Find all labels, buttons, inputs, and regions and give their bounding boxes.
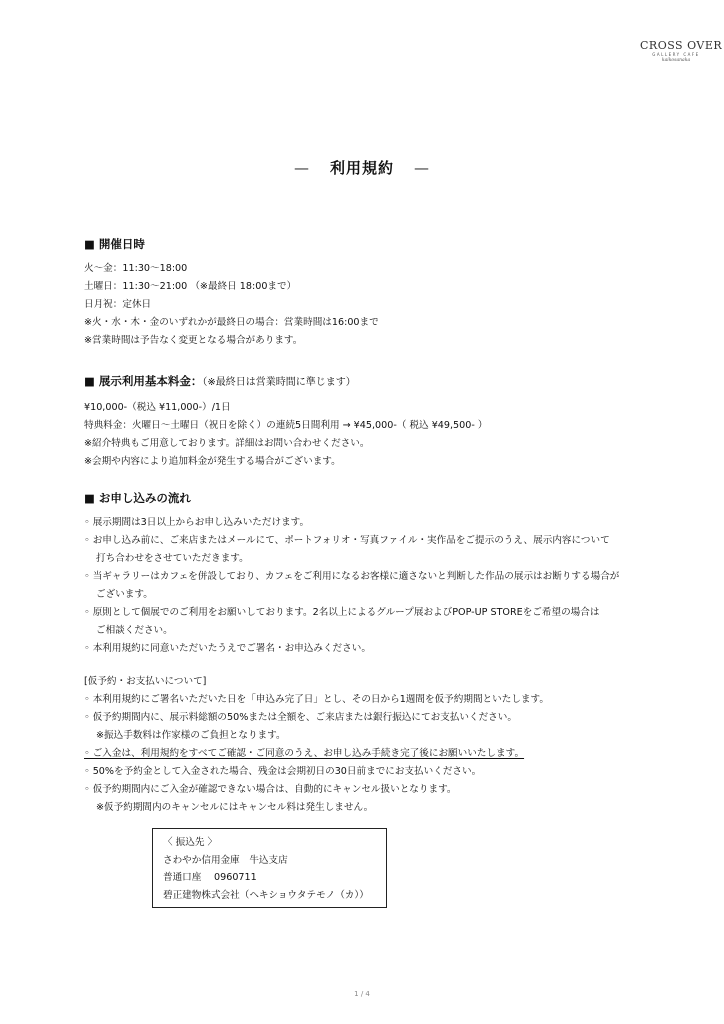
fee-line: ※紹介特典もご用意しております。詳細はお問い合わせください。 xyxy=(84,438,370,449)
payment-line: ◦ 仮予約期間内に、展示料総額の50%または全額を、ご来店または銀行振込にてお支払いください。 xyxy=(84,712,517,723)
flow-line: ございます。 xyxy=(96,589,153,600)
logo-wordmark: CROSS OVER xyxy=(640,39,723,52)
title-dash-right: — xyxy=(414,159,430,177)
section-heading: ■ お申し込みの流れ xyxy=(84,491,191,505)
schedule-line: 土曜日：11:30〜21:00 （※最終日 18:00まで） xyxy=(84,281,297,292)
page-title xyxy=(0,157,724,178)
schedule-line: ※営業時間は予告なく変更となる場合があります。 xyxy=(84,335,303,346)
bank-account-holder: 碧正建物株式会社（ヘキショウタテモノ（カ）） xyxy=(163,889,369,901)
flow-line: ご相談ください。 xyxy=(96,625,173,636)
logo-subtitle: GALLERY CAFE xyxy=(652,52,700,57)
flow-line: 打ち合わせをさせていただきます。 xyxy=(96,553,249,564)
logo xyxy=(640,39,723,64)
title-dash-left: — xyxy=(293,159,310,177)
payment-note: ※仮予約期間内のキャンセルにはキャンセル料は発生しません。 xyxy=(96,802,374,813)
fee-line: 特典料金：火曜日〜土曜日（祝日を除く）の連続5日間利用 → ¥45,000-（ 税込 ¥49,500- ） xyxy=(84,420,488,431)
payment-line: ◦ 本利用規約にご署名いただいた日を「申込み完了日」とし、その日から1週間を仮予約期間といたします。 xyxy=(84,694,549,705)
section-subheading: [仮予約・お支払いについて] xyxy=(84,676,207,687)
flow-line: ◦ 本利用規約に同意いただいたうえでご署名・お申込みください。 xyxy=(84,643,371,654)
payment-line: ◦ 仮予約期間内にご入金が確認できない場合は、自動的にキャンセル扱いとなります。 xyxy=(84,784,457,795)
flow-line: ◦ 展示期間は3日以上からお申し込みいただけます。 xyxy=(84,517,310,528)
section-heading: ■ 開催日時 xyxy=(84,237,145,251)
bank-name: さわやか信用金庫 牛込支店 xyxy=(163,854,288,866)
flow-line: ◦ 原則として個展でのご利用をお願いしております。2名以上によるグループ展およびPOP-UP STOREをご希望の場合は xyxy=(84,607,600,618)
flow-line: ◦ お申し込み前に、ご来店またはメールにて、ポートフォリオ・写真ファイル・実作品をご提示のうえ、展示内容について xyxy=(84,535,610,546)
logo-script: kaikosanaka xyxy=(661,58,691,63)
flow-line: ◦ 当ギャラリーはカフェを併設しており、カフェをご利用になるお客様に適さないと判断した作品の展示はお断りする場合が xyxy=(84,571,620,582)
section-fees xyxy=(84,373,644,471)
bank-account: 普通口座 0960711 xyxy=(163,872,257,883)
section-reservation-payment xyxy=(84,673,644,817)
fees-heading-note: （※最終日は営業時間に準じます） xyxy=(202,377,356,388)
fee-line: ※会期や内容により追加料金が発生する場合がございます。 xyxy=(84,456,341,467)
payment-line-emphasis: ◦ ご入金は、利用規約をすべてご確認・ご同意のうえ、お申し込み手続き完了後にお願いいたします。 xyxy=(84,748,525,759)
fee-line: ¥10,000-（税込 ¥11,000-）/1日 xyxy=(84,402,231,413)
bank-transfer-box xyxy=(152,828,387,908)
fees-heading-text: ■ 展示利用基本料金： xyxy=(84,374,203,388)
bank-heading: 〈 振込先 〉 xyxy=(163,837,218,848)
section-application-flow xyxy=(84,490,644,658)
section-schedule xyxy=(84,236,644,350)
schedule-line: 日月祝：定休日 xyxy=(84,299,152,310)
section-heading xyxy=(84,373,644,391)
page-number: 1 / 4 xyxy=(354,990,370,998)
schedule-line: ※火・水・木・金のいずれかが最終日の場合：営業時間は16:00まで xyxy=(84,317,379,328)
schedule-line: 火〜金：11:30〜18:00 xyxy=(84,263,188,274)
title-text: 利用規約 xyxy=(329,159,394,177)
payment-line: ◦ 50%を予約金として入金された場合、残金は会期初日の30日前までにお支払いください。 xyxy=(84,766,482,777)
payment-note: ※振込手数料は作家様のご負担となります。 xyxy=(96,730,286,741)
